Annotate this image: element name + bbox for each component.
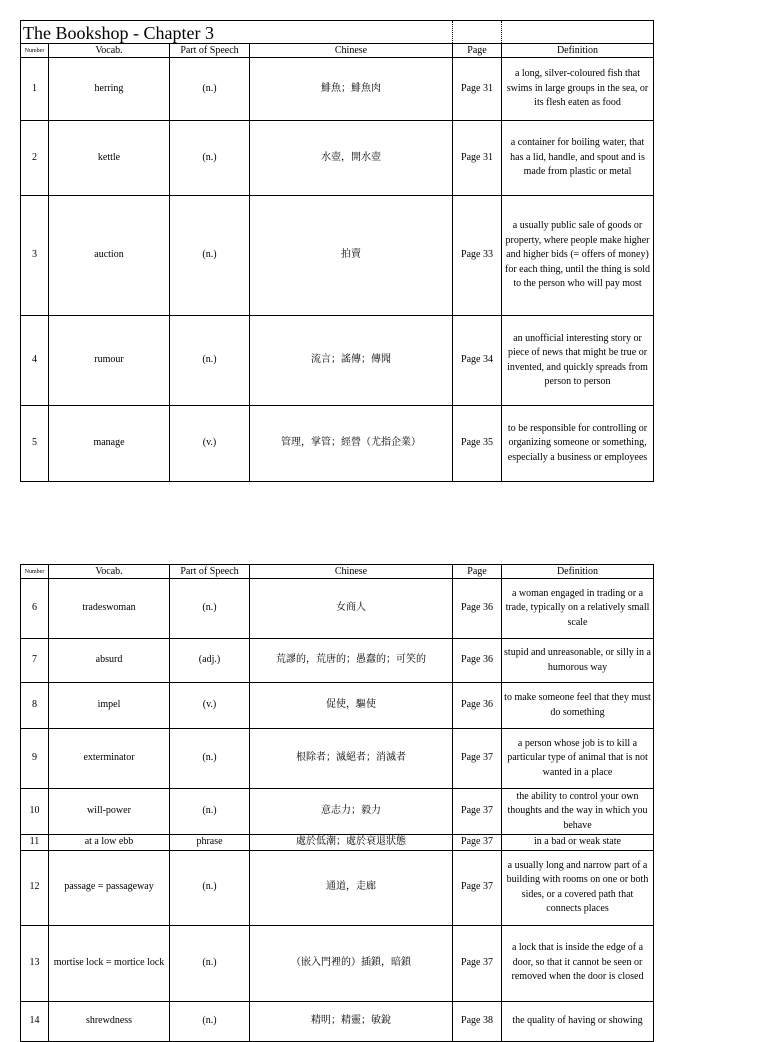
cell-vocab: absurd (49, 639, 170, 683)
cell-page: Page 37 (453, 850, 502, 925)
cell-vocab: will-power (49, 789, 170, 835)
cell-number: 12 (21, 850, 49, 925)
page-title: The Bookshop - Chapter 3 (21, 21, 453, 44)
cell-vocab: mortise lock = mortice lock (49, 925, 170, 1001)
cell-number: 7 (21, 639, 49, 683)
cell-chinese: 根除者；滅絕者；消滅者 (250, 729, 453, 789)
table-row (21, 850, 654, 925)
cell-number: 2 (21, 121, 49, 196)
cell-chinese: 精明；精靈；敏銳 (250, 1001, 453, 1041)
header-number: Number (21, 44, 49, 58)
cell-definition: the ability to control your own thoughts and the way in which you behave (502, 789, 654, 835)
cell-chinese: 拍賣 (250, 196, 453, 316)
cell-number: 8 (21, 683, 49, 729)
cell-chinese: 水壺，開水壺 (250, 121, 453, 196)
cell-vocab: tradeswoman (49, 579, 170, 639)
table-row (21, 925, 654, 1001)
cell-number: 11 (21, 835, 49, 851)
header-vocab: Vocab. (49, 44, 170, 58)
cell-part-of-speech: (n.) (170, 925, 250, 1001)
cell-number: 6 (21, 579, 49, 639)
cell-vocab: exterminator (49, 729, 170, 789)
cell-number: 14 (21, 1001, 49, 1041)
table-row (21, 835, 654, 851)
cell-part-of-speech: (n.) (170, 729, 250, 789)
table-row (21, 683, 654, 729)
header-part-of-speech: Part of Speech (170, 44, 250, 58)
blank-cell (502, 21, 654, 44)
cell-definition: to make someone feel that they must do something (502, 683, 654, 729)
cell-chinese: 通道，走廊 (250, 850, 453, 925)
cell-number: 3 (21, 196, 49, 316)
table-row (21, 579, 654, 639)
cell-part-of-speech: (v.) (170, 406, 250, 482)
cell-chinese: 管理，掌管；經營（尤指企業） (250, 406, 453, 482)
table-row (21, 1001, 654, 1041)
cell-definition: in a bad or weak state (502, 835, 654, 851)
title-row (21, 21, 654, 44)
cell-vocab: rumour (49, 316, 170, 406)
cell-chinese: （嵌入門裡的）插鎖，暗鎖 (250, 925, 453, 1001)
cell-page: Page 36 (453, 683, 502, 729)
table-row (21, 58, 654, 121)
header-number: Number (21, 565, 49, 579)
cell-part-of-speech: (adj.) (170, 639, 250, 683)
header-vocab: Vocab. (49, 565, 170, 579)
table-row (21, 196, 654, 316)
cell-page: Page 35 (453, 406, 502, 482)
header-definition: Definition (502, 565, 654, 579)
cell-definition: a usually public sale of goods or property, where people make higher and higher bids (= offers of money) for each thing, until the thing is sold to the person who will pay most (502, 196, 654, 316)
cell-page: Page 37 (453, 835, 502, 851)
vocab-table-1 (20, 20, 654, 482)
cell-page: Page 34 (453, 316, 502, 406)
cell-definition: a usually long and narrow part of a building with rooms on one or both sides, or a covered path that connects places (502, 850, 654, 925)
header-page: Page (453, 565, 502, 579)
cell-vocab: impel (49, 683, 170, 729)
cell-page: Page 37 (453, 925, 502, 1001)
cell-definition: to be responsible for controlling or organizing someone or something, especially a business or employees (502, 406, 654, 482)
vocab-table-2 (20, 564, 654, 1042)
cell-vocab: auction (49, 196, 170, 316)
cell-definition: stupid and unreasonable, or silly in a humorous way (502, 639, 654, 683)
cell-definition: a long, silver-coloured fish that swims in large groups in the sea, or its flesh eaten as food (502, 58, 654, 121)
cell-number: 9 (21, 729, 49, 789)
cell-part-of-speech: (n.) (170, 850, 250, 925)
cell-page: Page 38 (453, 1001, 502, 1041)
cell-chinese: 處於低潮；處於衰退狀態 (250, 835, 453, 851)
cell-number: 10 (21, 789, 49, 835)
cell-definition: a lock that is inside the edge of a door, so that it cannot be seen or removed when the door is closed (502, 925, 654, 1001)
cell-vocab: herring (49, 58, 170, 121)
table-row (21, 316, 654, 406)
cell-number: 13 (21, 925, 49, 1001)
cell-vocab: manage (49, 406, 170, 482)
cell-page: Page 31 (453, 58, 502, 121)
cell-chinese: 意志力；毅力 (250, 789, 453, 835)
cell-part-of-speech: (n.) (170, 316, 250, 406)
table-row (21, 789, 654, 835)
cell-chinese: 流言；謠傳；傳聞 (250, 316, 453, 406)
header-part-of-speech: Part of Speech (170, 565, 250, 579)
cell-part-of-speech: (n.) (170, 196, 250, 316)
cell-page: Page 33 (453, 196, 502, 316)
cell-vocab: at a low ebb (49, 835, 170, 851)
cell-chinese: 荒謬的，荒唐的；愚蠢的；可笑的 (250, 639, 453, 683)
table-row (21, 121, 654, 196)
cell-page: Page 37 (453, 729, 502, 789)
cell-number: 5 (21, 406, 49, 482)
cell-part-of-speech: (n.) (170, 121, 250, 196)
header-row (21, 44, 654, 58)
table-row (21, 729, 654, 789)
header-chinese: Chinese (250, 565, 453, 579)
cell-definition: the quality of having or showing (502, 1001, 654, 1041)
cell-definition: a container for boiling water, that has a lid, handle, and spout and is made from plastic or metal (502, 121, 654, 196)
cell-part-of-speech: (n.) (170, 789, 250, 835)
cell-part-of-speech: (n.) (170, 579, 250, 639)
cell-definition: an unofficial interesting story or piece of news that might be true or invented, and quickly spreads from person to person (502, 316, 654, 406)
table-row (21, 406, 654, 482)
cell-part-of-speech: (n.) (170, 1001, 250, 1041)
cell-chinese: 促使，驅使 (250, 683, 453, 729)
cell-part-of-speech: phrase (170, 835, 250, 851)
cell-chinese: 鯡魚；鯡魚肉 (250, 58, 453, 121)
cell-vocab: kettle (49, 121, 170, 196)
cell-part-of-speech: (n.) (170, 58, 250, 121)
header-chinese: Chinese (250, 44, 453, 58)
cell-vocab: passage = passageway (49, 850, 170, 925)
cell-page: Page 36 (453, 579, 502, 639)
cell-definition: a person whose job is to kill a particular type of animal that is not wanted in a place (502, 729, 654, 789)
cell-page: Page 37 (453, 789, 502, 835)
cell-page: Page 36 (453, 639, 502, 683)
header-definition: Definition (502, 44, 654, 58)
table-row (21, 639, 654, 683)
cell-number: 4 (21, 316, 49, 406)
cell-number: 1 (21, 58, 49, 121)
cell-page: Page 31 (453, 121, 502, 196)
cell-definition: a woman engaged in trading or a trade, typically on a relatively small scale (502, 579, 654, 639)
blank-cell (453, 21, 502, 44)
cell-part-of-speech: (v.) (170, 683, 250, 729)
cell-vocab: shrewdness (49, 1001, 170, 1041)
header-page: Page (453, 44, 502, 58)
cell-chinese: 女商人 (250, 579, 453, 639)
header-row (21, 565, 654, 579)
